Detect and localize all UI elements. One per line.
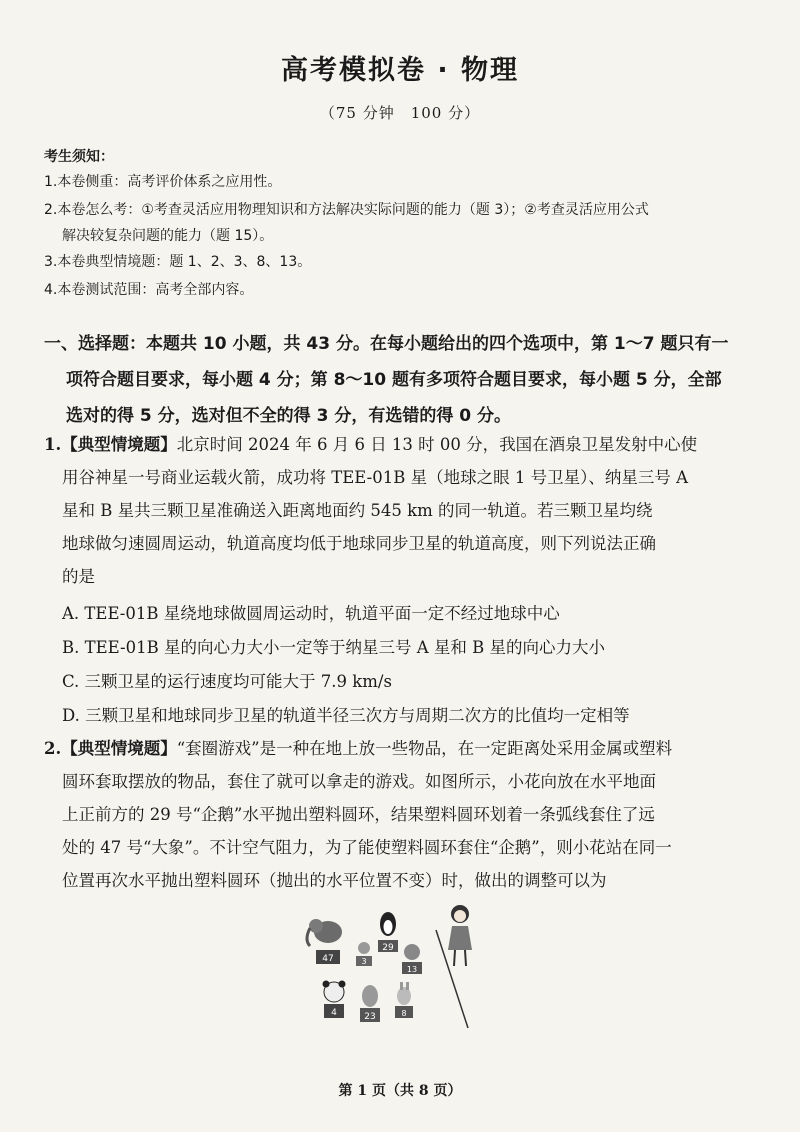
question-2 (44, 732, 768, 897)
fox-icon (402, 944, 422, 974)
question-2-line-4: 处的 47 号“大象”。不计空气阻力，为了能使塑料圆环套住“企鹅”，则小花站在同一 (62, 838, 672, 857)
deer-number: 23 (364, 1012, 376, 1022)
panda-number: 4 (331, 1008, 337, 1018)
question-1-line-2: 用谷神星一号商业运载火箭，成功将 TEE-01B 星（地球之眼 1 号卫星）、纳星三号 A (62, 468, 688, 487)
notice-item-4: 4.本卷测试范围：高考全部内容。 (44, 282, 254, 298)
question-1-tag: 【典型情境题】 (61, 435, 177, 454)
question-1-line-5: 的是 (62, 567, 95, 586)
chick-number: 3 (361, 957, 367, 966)
girl-icon (448, 905, 472, 966)
exam-duration-score: （75 分钟 100 分） (319, 104, 481, 122)
page-title: 高考模拟卷 · 物理 (280, 55, 520, 86)
question-1-line-3: 星和 B 星共三颗卫星准确送入距离地面约 545 km 的同一轨道。若三颗卫星均绕 (62, 501, 653, 520)
notice-item-2 (44, 200, 764, 246)
question-2-number: 2. (44, 739, 62, 758)
question-1-line-4: 地球做匀速圆周运动，轨道高度均低于地球同步卫星的轨道高度，则下列说法正确 (62, 534, 656, 553)
notice-heading: 考生须知： (44, 149, 114, 165)
panda-icon (323, 981, 346, 1019)
question-1-line-1: 北京时间 2024 年 6 月 6 日 13 时 00 分，我国在酒泉卫星发射中心使 (176, 435, 698, 454)
elephant-number: 47 (322, 954, 334, 964)
section-line-1: 一、选择题：本题共 10 小题，共 43 分。在每小题给出的四个选项中，第 1～7 题只有一 (44, 334, 729, 354)
question-1-option-c: C. 三颗卫星的运行速度均可能大于 7.9 km/s (62, 672, 392, 691)
question-2-line-3: 上正前方的 29 号“企鹅”水平抛出塑料圆环，结果塑料圆环划着一条弧线套住了远 (62, 805, 655, 824)
penguin-number: 29 (382, 943, 394, 953)
question-1-option-d: D. 三颗卫星和地球同步卫星的轨道半径三次方与周期二次方的比值均一定相等 (62, 706, 630, 725)
question-1 (44, 428, 768, 593)
rabbit-number: 8 (401, 1009, 407, 1018)
fox-number: 13 (406, 965, 418, 974)
section-line-3: 选对的得 5 分，选对但不全的得 3 分，有选错的得 0 分。 (66, 406, 511, 426)
question-2-line-1: “套圈游戏”是一种在地上放一些物品，在一定距离处采用金属或塑料 (176, 739, 673, 758)
deer-icon (360, 985, 380, 1022)
page-footer: 第 1 页（共 8 页） (338, 1083, 462, 1099)
chick-icon (356, 942, 372, 966)
question-1-number: 1. (44, 435, 62, 454)
rabbit-icon (395, 982, 413, 1018)
notice-item-2-line-2: 解决较复杂问题的能力（题 15）。 (62, 228, 274, 244)
notice-item-1: 1.本卷侧重：高考评价体系之应用性。 (44, 174, 282, 190)
section-instructions (44, 326, 764, 434)
question-1-option-a: A. TEE-01B 星绕地球做圆周运动时，轨道平面一定不经过地球中心 (62, 604, 560, 623)
section-line-2: 项符合题目要求，每小题 4 分；第 8～10 题有多项符合题目要求，每小题 5 分，全部 (66, 370, 722, 390)
question-2-line-2: 圆环套取摆放的物品，套住了就可以拿走的游戏。如图所示，小花向放在水平地面 (62, 772, 656, 791)
notice-item-3: 3.本卷典型情境题：题 1、2、3、8、13。 (44, 254, 312, 270)
ring-toss-figure (300, 900, 500, 1040)
question-2-tag: 【典型情境题】 (61, 739, 177, 758)
question-2-line-5: 位置再次水平抛出塑料圆环（抛出的水平位置不变）时，做出的调整可以为 (62, 871, 607, 890)
elephant-icon (307, 919, 342, 964)
question-1-option-b: B. TEE-01B 星的向心力大小一定等于纳星三号 A 星和 B 星的向心力大小 (62, 638, 605, 657)
penguin-icon (378, 912, 398, 953)
notice-item-2-line-1: 2.本卷怎么考：①考查灵活应用物理知识和方法解决实际问题的能力（题 3）；②考查灵活应用公式 (44, 202, 649, 218)
